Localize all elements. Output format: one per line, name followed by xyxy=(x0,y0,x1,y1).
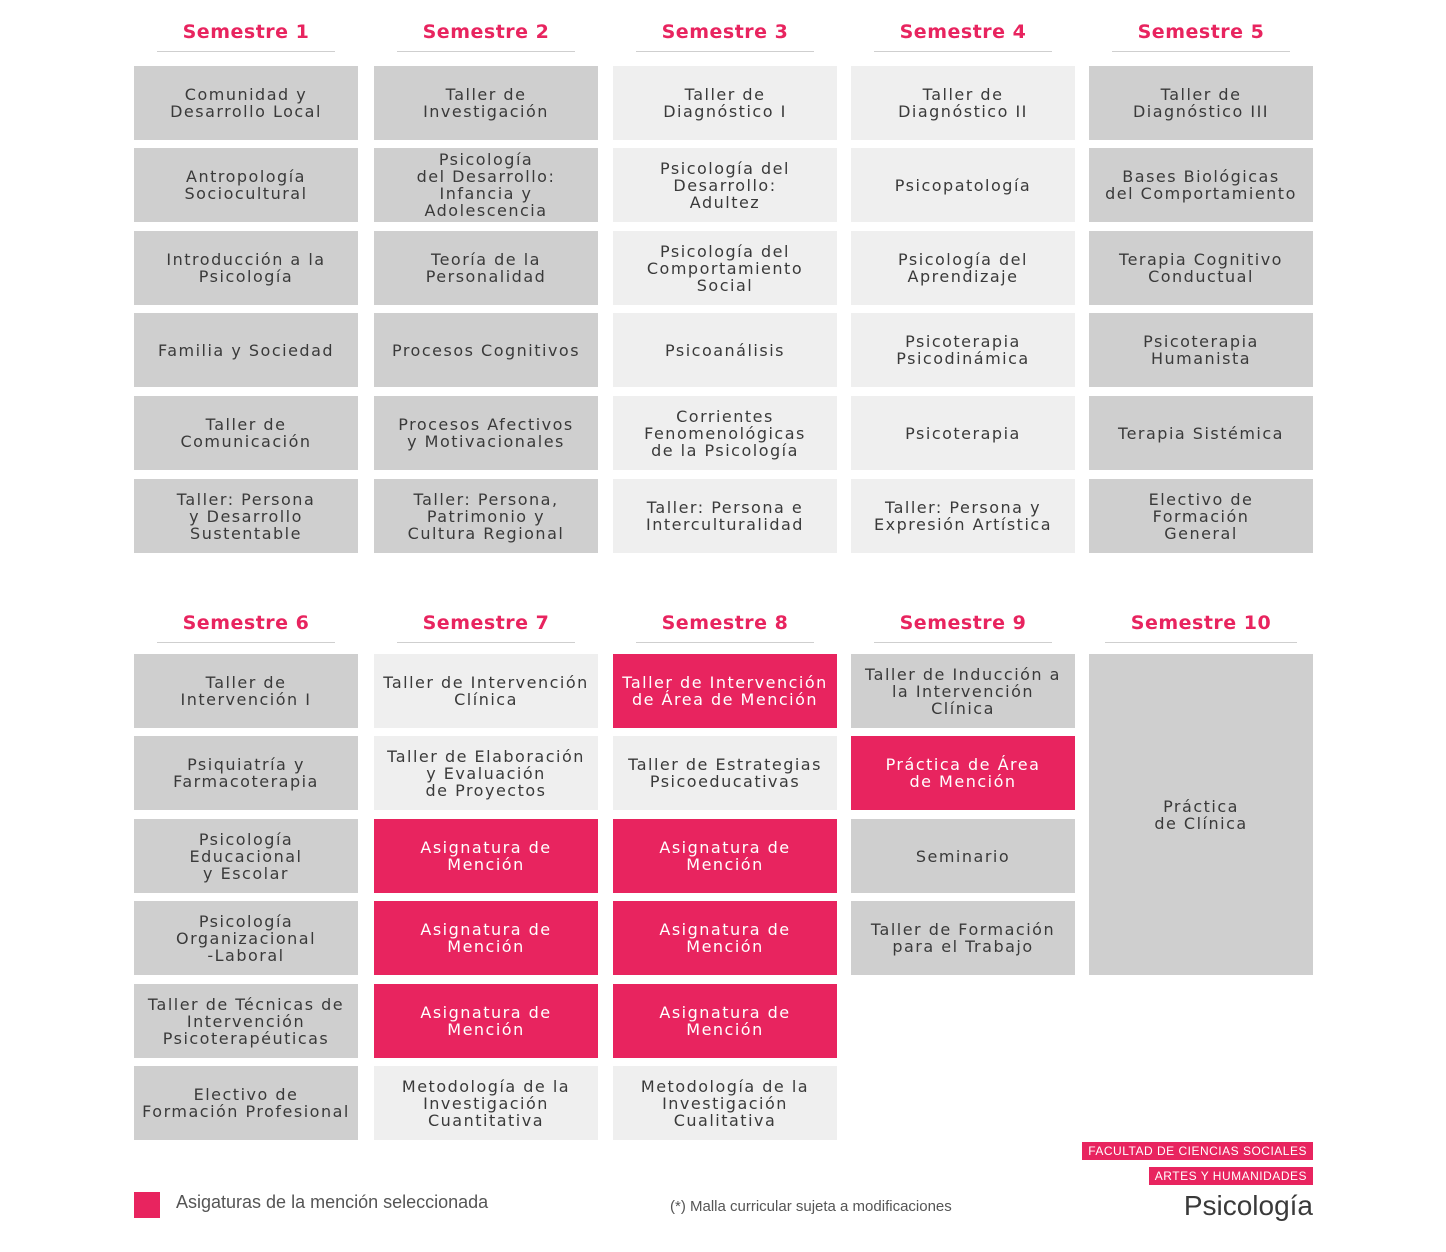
mention-course-cell xyxy=(613,984,837,1058)
faculty-line-1: FACULTAD DE CIENCIAS SOCIALES xyxy=(1082,1142,1313,1160)
course-label: Electivo de Formación General xyxy=(1148,489,1254,543)
disclaimer-note: (*) Malla curricular sujeta a modificaciones xyxy=(670,1198,952,1215)
course-cell xyxy=(134,148,358,222)
course-cell xyxy=(613,396,837,470)
course-label: Taller de Diagnóstico I xyxy=(663,85,787,121)
course-label: Taller de Diagnóstico II xyxy=(898,85,1028,121)
course-label: Taller de Intervención de Área de Mención xyxy=(622,673,828,709)
course-label: Taller de Técnicas de Intervención Psicoterapéuticas xyxy=(147,994,345,1048)
course-cell xyxy=(134,654,358,728)
course-label: Psicoterapia Psicodinámica xyxy=(896,332,1030,368)
legend-swatch xyxy=(134,1192,160,1218)
course-label: Antropología Sociocultural xyxy=(184,167,308,203)
course-cell xyxy=(134,901,358,975)
semester-title: Semestre 2 xyxy=(397,21,576,52)
course-cell xyxy=(374,736,598,810)
course-label: Psicología del Comportamiento Social xyxy=(646,241,804,295)
course-label: Introducción a la Psicología xyxy=(166,250,326,286)
course-label: Metodología de la Investigación Cuantitativa xyxy=(401,1076,571,1130)
course-label: Asignatura de Mención xyxy=(659,1003,791,1039)
course-label: Comunidad y Desarrollo Local xyxy=(170,85,322,121)
course-cell xyxy=(134,66,358,140)
course-label: Asignatura de Mención xyxy=(659,920,791,956)
course-label: Teoría de la Personalidad xyxy=(425,250,547,286)
course-label: Taller de Inducción a la Intervención Clínica xyxy=(865,664,1061,718)
course-cell xyxy=(613,479,837,553)
mention-course-cell xyxy=(374,984,598,1058)
mention-course-cell xyxy=(613,654,837,728)
mention-course-cell xyxy=(374,901,598,975)
course-label: Psicología Educacional y Escolar xyxy=(189,829,303,883)
course-label: Psicología del Desarrollo: Adultez xyxy=(660,158,790,212)
course-cell xyxy=(374,479,598,553)
course-label: Psicología del Aprendizaje xyxy=(898,250,1028,286)
course-cell xyxy=(134,984,358,1058)
semester-header xyxy=(134,607,358,647)
course-label: Electivo de Formación Profesional xyxy=(142,1085,350,1121)
course-label: Psicología del Desarrollo: Infancia y Adolescencia xyxy=(416,150,556,220)
course-label: Terapia Sistémica xyxy=(1118,423,1284,443)
course-label: Psicoterapia Humanista xyxy=(1143,332,1259,368)
course-label: Taller de Diagnóstico III xyxy=(1132,85,1270,121)
course-label: Asignatura de Mención xyxy=(659,838,791,874)
semester-header xyxy=(613,16,837,56)
course-cell xyxy=(1089,66,1313,140)
program-brand: Psicología xyxy=(1183,1190,1313,1221)
semester-header xyxy=(613,607,837,647)
course-label: Asignatura de Mención xyxy=(420,838,552,874)
course-label: Taller de Intervención Clínica xyxy=(383,673,589,709)
course-cell xyxy=(851,148,1075,222)
course-cell xyxy=(1089,479,1313,553)
course-label: Taller: Persona, Patrimonio y Cultura Regional xyxy=(407,489,565,543)
course-cell xyxy=(613,231,837,305)
semester-title: Semestre 4 xyxy=(874,21,1053,52)
semester-header xyxy=(1089,16,1313,56)
semester-title: Semestre 10 xyxy=(1105,612,1297,643)
course-label: Seminario xyxy=(915,846,1011,866)
course-cell xyxy=(134,736,358,810)
course-label: Taller de Elaboración y Evaluación de Proyectos xyxy=(387,746,585,800)
semester-title: Semestre 3 xyxy=(636,21,815,52)
course-label: Taller: Persona e Interculturalidad xyxy=(646,498,804,534)
course-cell xyxy=(374,396,598,470)
course-cell xyxy=(851,231,1075,305)
course-cell xyxy=(134,819,358,893)
course-cell xyxy=(374,1066,598,1140)
course-label: Taller de Formación para el Trabajo xyxy=(870,920,1056,956)
course-label: Metodología de la Investigación Cualitativa xyxy=(640,1076,810,1130)
course-cell xyxy=(851,313,1075,387)
course-label: Psicopatología xyxy=(894,175,1032,195)
mention-course-cell xyxy=(613,819,837,893)
course-cell xyxy=(134,1066,358,1140)
semester-title: Semestre 6 xyxy=(157,612,336,643)
course-cell xyxy=(134,479,358,553)
course-cell xyxy=(851,396,1075,470)
course-label: Asignatura de Mención xyxy=(420,1003,552,1039)
semester-header xyxy=(851,16,1075,56)
course-label: Taller de Estrategias Psicoeducativas xyxy=(628,755,822,791)
course-cell xyxy=(613,1066,837,1140)
faculty-line-2: ARTES Y HUMANIDADES xyxy=(1149,1167,1313,1185)
semester-title: Semestre 7 xyxy=(397,612,576,643)
course-label: Psiquiatría y Farmacoterapia xyxy=(173,755,319,791)
course-cell xyxy=(851,654,1075,728)
course-cell xyxy=(1089,396,1313,470)
course-label: Asignatura de Mención xyxy=(420,920,552,956)
course-cell xyxy=(1089,148,1313,222)
semester-header xyxy=(134,16,358,56)
course-label: Práctica de Área de Mención xyxy=(885,755,1041,791)
semester-header xyxy=(1089,607,1313,647)
semester-header xyxy=(374,607,598,647)
course-cell xyxy=(851,66,1075,140)
legend-text: Asigaturas de la mención seleccionada xyxy=(176,1192,489,1212)
course-label: Corrientes Fenomenológicas de la Psicología xyxy=(644,406,806,460)
mention-course-cell xyxy=(374,819,598,893)
course-cell xyxy=(374,231,598,305)
course-label: Bases Biológicas del Comportamiento xyxy=(1105,167,1297,203)
course-cell xyxy=(134,313,358,387)
mention-course-cell xyxy=(851,736,1075,810)
course-cell xyxy=(1089,231,1313,305)
semester-title: Semestre 8 xyxy=(636,612,815,643)
course-label: Procesos Cognitivos xyxy=(391,340,581,360)
course-cell xyxy=(851,479,1075,553)
course-cell xyxy=(1089,654,1313,975)
course-cell xyxy=(374,313,598,387)
course-label: Taller de Comunicación xyxy=(180,415,312,451)
course-cell xyxy=(374,148,598,222)
semester-header xyxy=(851,607,1075,647)
semester-header xyxy=(374,16,598,56)
course-label: Psicoterapia xyxy=(905,423,1021,443)
course-label: Taller de Investigación xyxy=(423,85,549,121)
course-label: Psicología Organizacional -Laboral xyxy=(175,911,317,965)
semester-title: Semestre 5 xyxy=(1112,21,1291,52)
course-label: Práctica de Clínica xyxy=(1154,796,1248,833)
course-cell xyxy=(134,231,358,305)
course-cell xyxy=(613,313,837,387)
semester-title: Semestre 9 xyxy=(874,612,1053,643)
course-cell xyxy=(374,66,598,140)
course-label: Taller: Persona y Desarrollo Sustentable xyxy=(176,489,316,543)
course-cell xyxy=(1089,313,1313,387)
course-cell xyxy=(851,819,1075,893)
course-label: Taller de Intervención I xyxy=(180,673,312,709)
mention-course-cell xyxy=(613,901,837,975)
course-label: Familia y Sociedad xyxy=(157,340,335,360)
course-cell xyxy=(613,148,837,222)
course-cell xyxy=(851,901,1075,975)
course-cell xyxy=(374,654,598,728)
course-label: Taller: Persona y Expresión Artística xyxy=(874,498,1052,534)
course-label: Terapia Cognitivo Conductual xyxy=(1119,250,1283,286)
course-cell xyxy=(613,736,837,810)
course-label: Procesos Afectivos y Motivacionales xyxy=(398,415,574,451)
course-cell xyxy=(134,396,358,470)
semester-title: Semestre 1 xyxy=(157,21,336,52)
course-label: Psicoanálisis xyxy=(665,340,785,360)
course-cell xyxy=(613,66,837,140)
